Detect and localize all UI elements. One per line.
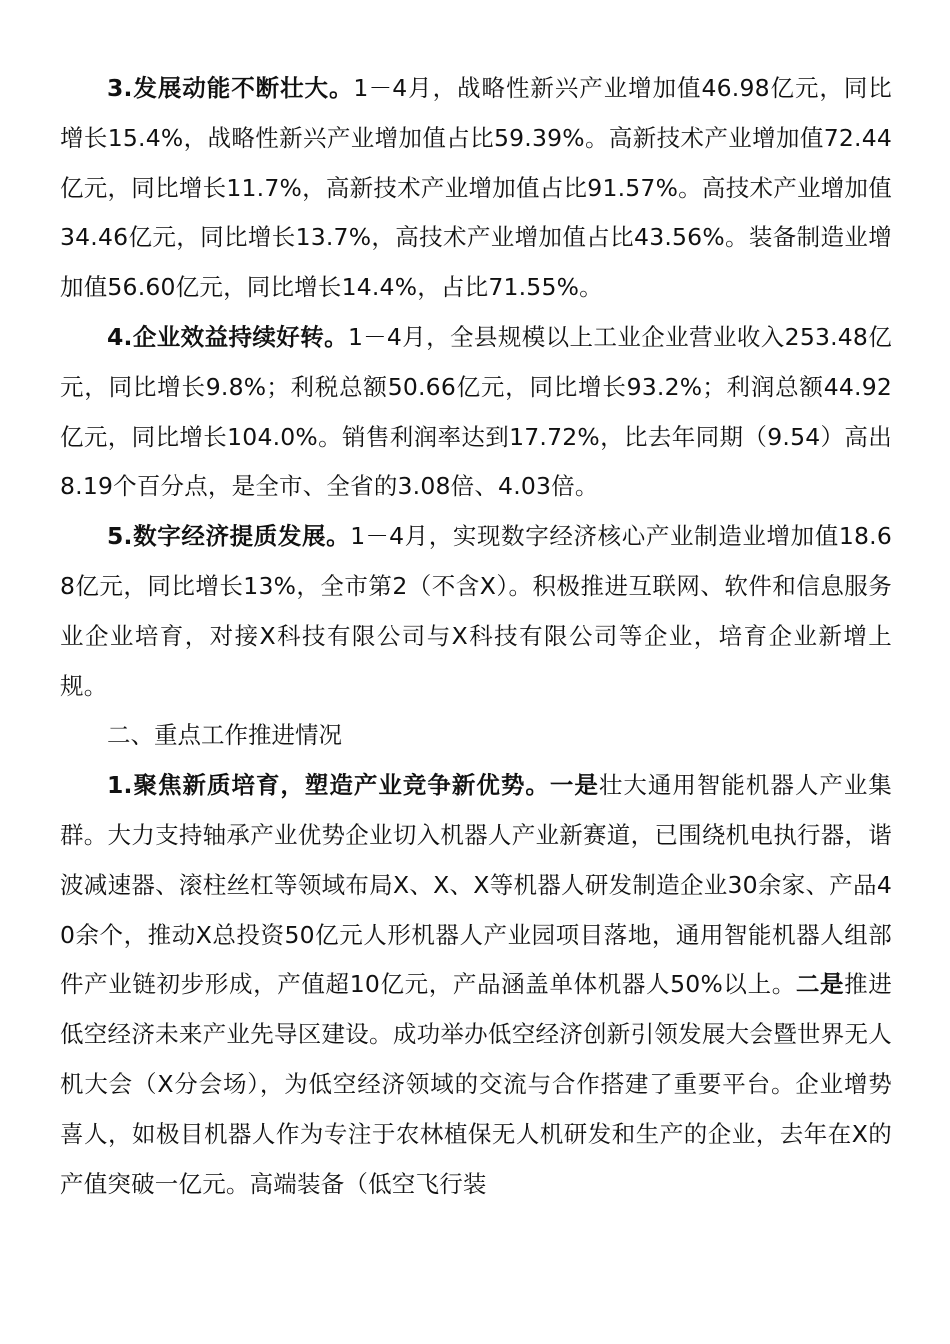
paragraph-lead: 5.数字经济提质发展。 <box>107 522 351 551</box>
point-marker-second: 二是 <box>795 970 845 999</box>
section-heading: 二、重点工作推进情况 <box>107 721 342 750</box>
paragraph-lead: 1.聚焦新质培育，塑造产业竞争新优势。 <box>107 771 550 800</box>
paragraph-digital-economy <box>60 512 892 711</box>
paragraph-new-quality-cultivation <box>60 761 892 1209</box>
paragraph-body: 1－4月，全县规模以上工业企业营业收入253.48亿元，同比增长9.8%；利税总额50.66亿元，同比增长93.2%；利润总额44.92亿元，同比增长104.0%。销售利润率达到17.72%，比去年同期（9.54）高出8.19个百分点，是全市、全省的3.08倍、4.03倍。 <box>60 322 892 501</box>
paragraph-enterprise-benefits <box>60 313 892 512</box>
point-marker-first: 一是 <box>549 771 599 800</box>
document-page <box>60 64 892 1209</box>
paragraph-lead: 4.企业效益持续好转。 <box>107 322 349 351</box>
paragraph-body: 1－4月，实现数字经济核心产业制造业增加值18.68亿元，同比增长13%，全市第2（不含X）。积极推进互联网、软件和信息服务业企业培育，对接X科技有限公司与X科技有限公司等企业，培育企业新增上规。 <box>60 522 892 700</box>
paragraph-development-momentum <box>60 64 892 313</box>
paragraph-body-second: 推进低空经济未来产业先导区建设。成功举办低空经济创新引领发展大会暨世界无人机大会（X分会场），为低空经济领域的交流与合作搭建了重要平台。企业增势喜人，如极目机器人作为专注于农林植保无人机研发和生产的企业，去年在X的产值突破一亿元。高端装备（低空飞行装 <box>60 970 892 1198</box>
paragraph-body: 1－4月，战略性新兴产业增加值46.98亿元，同比增长15.4%，战略性新兴产业增加值占比59.39%。高新技术产业增加值72.44亿元，同比增长11.7%，高新技术产业增加值占比91.57%。高技术产业增加值34.46亿元，同比增长13.7%，高技术产业增加值占比43.56%。装备制造业增加值56.60亿元，同比增长14.4%，占比71.55%。 <box>60 74 892 302</box>
paragraph-body-first: 壮大通用智能机器人产业集群。大力支持轴承产业优势企业切入机器人产业新赛道，已围绕机电执行器，谐波减速器、滚柱丝杠等领域布局X、X、X等机器人研发制造企业30余家、产品40余个，推动X总投资50亿元人形机器人产业园项目落地，通用智能机器人组部件产业链初步形成，产值超10亿元，产品涵盖单体机器人50%以上。 <box>60 771 893 999</box>
paragraph-lead: 3.发展动能不断壮大。 <box>107 74 354 102</box>
